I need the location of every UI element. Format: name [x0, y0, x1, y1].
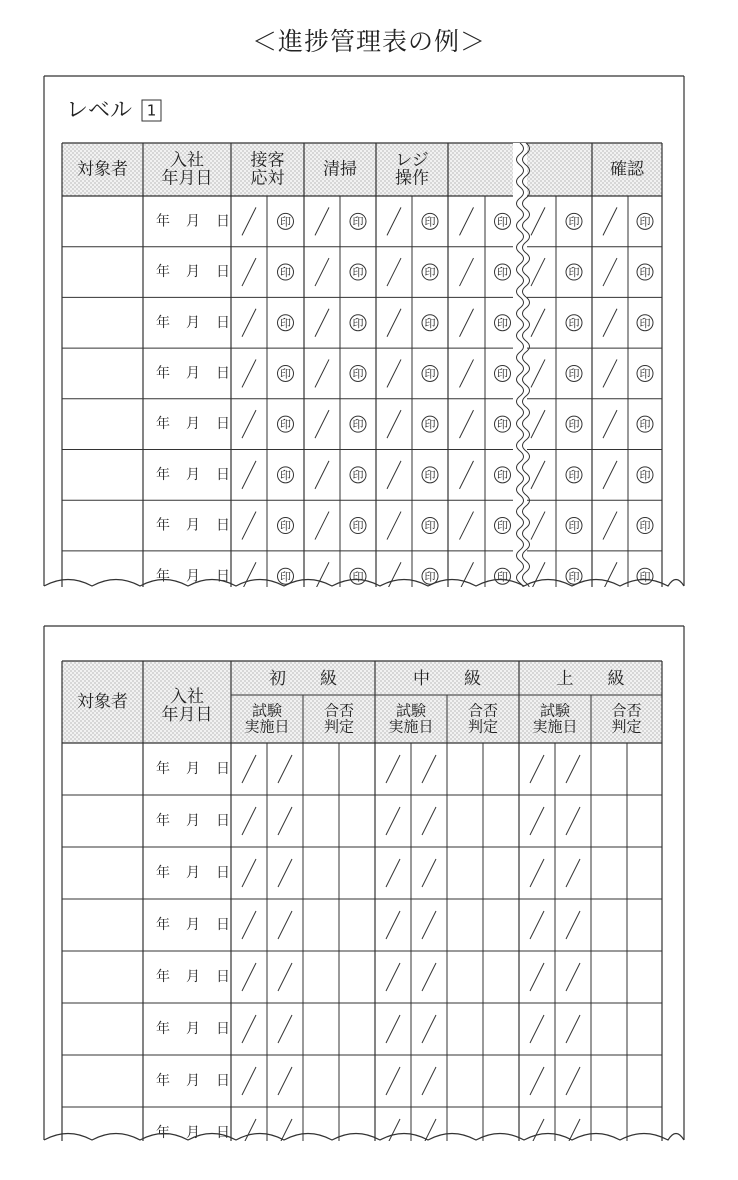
date-slash — [315, 359, 329, 387]
header-exam-date: 実施日 — [532, 717, 578, 736]
date-slash — [242, 258, 256, 286]
date-slash — [387, 359, 401, 387]
date-slash — [387, 207, 401, 235]
date-slash — [603, 359, 617, 387]
stamp-char: 印 — [280, 570, 291, 584]
header-pass-fail: 判定 — [323, 717, 355, 736]
date-year: 年 — [156, 568, 170, 585]
stamp-char: 印 — [639, 367, 651, 381]
date-slash — [531, 410, 545, 438]
header-exam-date: 実施日 — [244, 717, 290, 736]
date-slash — [242, 562, 256, 590]
exam-slash — [386, 911, 400, 939]
exam-slash — [566, 911, 580, 939]
header-grade: 上 級 — [556, 669, 625, 689]
exam-slash — [386, 755, 400, 783]
header-join-date: 年月日 — [161, 168, 213, 189]
header-category: 接客 — [250, 150, 285, 171]
stamp-char: 印 — [639, 266, 651, 280]
date-year: 年 — [156, 1021, 170, 1037]
exam-slash — [278, 1015, 292, 1043]
date-year: 年 — [156, 416, 170, 433]
stamp-char: 印 — [497, 316, 508, 330]
date-slash — [460, 359, 474, 387]
exam-slash — [530, 1015, 544, 1043]
exam-slash — [386, 1067, 400, 1095]
stamp-char: 印 — [352, 367, 364, 381]
date-slash — [387, 461, 401, 489]
exam-slash — [278, 911, 292, 939]
stamp-char: 印 — [497, 418, 508, 432]
stamp-char: 印 — [424, 266, 436, 280]
date-day: 日 — [216, 416, 230, 433]
exam-slash — [278, 963, 292, 991]
exam-slash — [278, 1067, 292, 1095]
exam-slash — [242, 755, 256, 783]
exam-slash — [566, 859, 580, 887]
date-month: 月 — [186, 865, 200, 881]
stamp-char: 印 — [424, 215, 436, 229]
stamp-char: 印 — [280, 316, 291, 330]
date-year: 年 — [156, 1125, 170, 1141]
date-year: 年 — [156, 213, 170, 230]
date-day: 日 — [216, 1125, 230, 1141]
date-slash — [603, 207, 617, 235]
exam-slash — [278, 755, 292, 783]
date-day: 日 — [216, 568, 230, 585]
header-join-date: 入社 — [170, 150, 204, 171]
stamp-char: 印 — [497, 367, 508, 381]
header-exam-date: 試験 — [395, 701, 427, 720]
exam-slash — [566, 1067, 580, 1095]
exam-slash — [566, 755, 580, 783]
date-day: 日 — [216, 917, 230, 933]
stamp-char: 印 — [639, 570, 651, 584]
date-slash — [460, 258, 474, 286]
date-slash — [531, 207, 545, 235]
date-slash — [460, 512, 474, 540]
date-slash — [603, 410, 617, 438]
exam-slash — [242, 859, 256, 887]
stamp-char: 印 — [568, 266, 580, 280]
stamp-char: 印 — [568, 570, 580, 584]
date-day: 日 — [216, 1021, 230, 1037]
date-year: 年 — [156, 517, 170, 534]
date-year: 年 — [156, 314, 170, 331]
exam-slash — [242, 807, 256, 835]
header-exam-date: 試験 — [539, 701, 571, 720]
date-slash — [531, 258, 545, 286]
stamp-char: 印 — [352, 570, 364, 584]
header-shade — [62, 143, 662, 196]
date-month: 月 — [186, 568, 200, 585]
header-exam-date: 実施日 — [388, 717, 434, 736]
stamp-char: 印 — [352, 519, 364, 533]
date-slash — [242, 461, 256, 489]
exam-slash — [566, 1015, 580, 1043]
date-slash — [460, 309, 474, 337]
date-slash — [242, 359, 256, 387]
date-year: 年 — [156, 917, 170, 933]
exam-slash — [530, 1067, 544, 1095]
date-day: 日 — [216, 969, 230, 985]
date-slash — [242, 207, 256, 235]
date-slash — [315, 410, 329, 438]
date-month: 月 — [186, 314, 200, 331]
date-day: 日 — [216, 813, 230, 829]
date-slash — [603, 309, 617, 337]
stamp-char: 印 — [352, 215, 364, 229]
date-year: 年 — [156, 264, 170, 281]
date-month: 月 — [186, 917, 200, 933]
date-month: 月 — [186, 813, 200, 829]
date-slash — [315, 309, 329, 337]
stamp-char: 印 — [568, 418, 580, 432]
header-subject: 対象者 — [77, 692, 128, 712]
date-slash — [242, 309, 256, 337]
date-day: 日 — [216, 213, 230, 230]
header-subject: 対象者 — [77, 159, 128, 180]
stamp-char: 印 — [352, 468, 364, 482]
torn-edge — [44, 1134, 684, 1141]
stamp-char: 印 — [639, 316, 651, 330]
exam-slash — [422, 755, 436, 783]
stamp-char: 印 — [352, 316, 364, 330]
header-join-date: 年月日 — [161, 704, 213, 725]
date-day: 日 — [216, 264, 230, 281]
stamp-char: 印 — [424, 418, 436, 432]
exam-slash — [422, 1015, 436, 1043]
date-day: 日 — [216, 761, 230, 777]
date-month: 月 — [186, 466, 200, 483]
date-day: 日 — [216, 466, 230, 483]
stamp-char: 印 — [497, 570, 508, 584]
exam-slash — [530, 755, 544, 783]
exam-slash — [422, 911, 436, 939]
exam-slash — [530, 963, 544, 991]
stamp-char: 印 — [639, 468, 651, 482]
header-category: レジ — [395, 150, 429, 171]
exam-slash — [278, 807, 292, 835]
stamp-char: 印 — [639, 418, 651, 432]
exam-slash — [386, 963, 400, 991]
stamp-char: 印 — [568, 367, 580, 381]
date-slash — [315, 207, 329, 235]
exam-slash — [530, 807, 544, 835]
date-slash — [603, 461, 617, 489]
header-exam-date: 試験 — [251, 701, 283, 720]
stamp-char: 印 — [497, 215, 508, 229]
date-slash — [387, 512, 401, 540]
exam-slash — [242, 1015, 256, 1043]
header-join-date: 入社 — [170, 687, 204, 708]
date-slash — [242, 512, 256, 540]
date-slash — [315, 512, 329, 540]
date-slash — [603, 512, 617, 540]
stamp-char: 印 — [424, 468, 436, 482]
date-slash — [531, 562, 545, 590]
date-slash — [460, 207, 474, 235]
stamp-char: 印 — [568, 519, 580, 533]
date-month: 月 — [186, 761, 200, 777]
date-slash — [531, 359, 545, 387]
header-category: 操作 — [395, 168, 429, 189]
stamp-char: 印 — [497, 266, 508, 280]
stamp-char: 印 — [424, 367, 436, 381]
date-year: 年 — [156, 813, 170, 829]
stamp-char: 印 — [280, 519, 291, 533]
page-title: ＜進捗管理表の例＞ — [251, 27, 486, 56]
date-day: 日 — [216, 314, 230, 331]
stamp-char: 印 — [424, 570, 436, 584]
header-pass-fail: 合否 — [467, 701, 499, 720]
exam-slash — [422, 1067, 436, 1095]
stamp-char: 印 — [497, 519, 508, 533]
date-slash — [603, 562, 617, 590]
date-year: 年 — [156, 1073, 170, 1089]
stamp-char: 印 — [280, 215, 291, 229]
stamp-char: 印 — [639, 519, 651, 533]
exam-sheet — [42, 626, 686, 1171]
stamp-char: 印 — [568, 316, 580, 330]
date-year: 年 — [156, 365, 170, 382]
date-month: 月 — [186, 365, 200, 382]
torn-edge-mask — [42, 1141, 686, 1171]
exam-slash — [278, 859, 292, 887]
exam-slash — [386, 859, 400, 887]
exam-slash — [530, 911, 544, 939]
date-month: 月 — [186, 969, 200, 985]
stamp-char: 印 — [639, 215, 651, 229]
exam-slash — [566, 963, 580, 991]
header-pass-fail: 合否 — [323, 701, 355, 720]
break-gap — [513, 143, 527, 590]
header-pass-fail: 合否 — [611, 701, 642, 720]
stamp-char: 印 — [280, 468, 291, 482]
header-pass-fail: 判定 — [611, 717, 642, 736]
stamp-char: 印 — [352, 266, 364, 280]
date-slash — [315, 562, 329, 590]
stamp-char: 印 — [280, 418, 291, 432]
date-slash — [387, 309, 401, 337]
header-pass-fail: 判定 — [467, 717, 499, 736]
date-day: 日 — [216, 517, 230, 534]
date-year: 年 — [156, 865, 170, 881]
exam-slash — [386, 807, 400, 835]
header-category: 清掃 — [323, 159, 357, 180]
date-day: 日 — [216, 865, 230, 881]
exam-slash — [566, 807, 580, 835]
stamp-char: 印 — [424, 316, 436, 330]
header-category: 確認 — [610, 159, 644, 180]
level-label: レベル — [66, 98, 133, 123]
exam-slash — [422, 963, 436, 991]
date-slash — [315, 258, 329, 286]
stamp-char: 印 — [497, 468, 508, 482]
date-year: 年 — [156, 761, 170, 777]
date-day: 日 — [216, 1073, 230, 1089]
date-month: 月 — [186, 1073, 200, 1089]
date-slash — [603, 258, 617, 286]
date-slash — [387, 410, 401, 438]
exam-slash — [422, 807, 436, 835]
date-year: 年 — [156, 466, 170, 483]
date-month: 月 — [186, 1021, 200, 1037]
stamp-char: 印 — [280, 266, 291, 280]
torn-edge-mask — [42, 587, 686, 617]
header-category: 応対 — [250, 168, 285, 189]
stamp-char: 印 — [280, 367, 291, 381]
date-slash — [531, 309, 545, 337]
exam-slash — [386, 1015, 400, 1043]
date-slash — [315, 461, 329, 489]
date-slash — [460, 562, 474, 590]
exam-slash — [530, 859, 544, 887]
level-number: 1 — [146, 101, 157, 120]
date-month: 月 — [186, 1125, 200, 1141]
header-grade: 初 級 — [269, 669, 337, 689]
date-year: 年 — [156, 969, 170, 985]
date-slash — [387, 562, 401, 590]
date-month: 月 — [186, 416, 200, 433]
torn-edge — [44, 580, 684, 587]
date-slash — [531, 461, 545, 489]
date-month: 月 — [186, 213, 200, 230]
stamp-char: 印 — [424, 519, 436, 533]
date-month: 月 — [186, 517, 200, 534]
date-slash — [460, 461, 474, 489]
date-slash — [531, 512, 545, 540]
date-slash — [460, 410, 474, 438]
level-sheet — [42, 76, 686, 617]
date-day: 日 — [216, 365, 230, 382]
stamp-char: 印 — [352, 418, 364, 432]
date-slash — [242, 410, 256, 438]
exam-slash — [242, 963, 256, 991]
exam-slash — [422, 859, 436, 887]
stamp-char: 印 — [568, 468, 580, 482]
exam-slash — [242, 911, 256, 939]
header-grade: 中 級 — [413, 669, 481, 689]
date-slash — [387, 258, 401, 286]
exam-slash — [242, 1067, 256, 1095]
stamp-char: 印 — [568, 215, 580, 229]
date-month: 月 — [186, 264, 200, 281]
